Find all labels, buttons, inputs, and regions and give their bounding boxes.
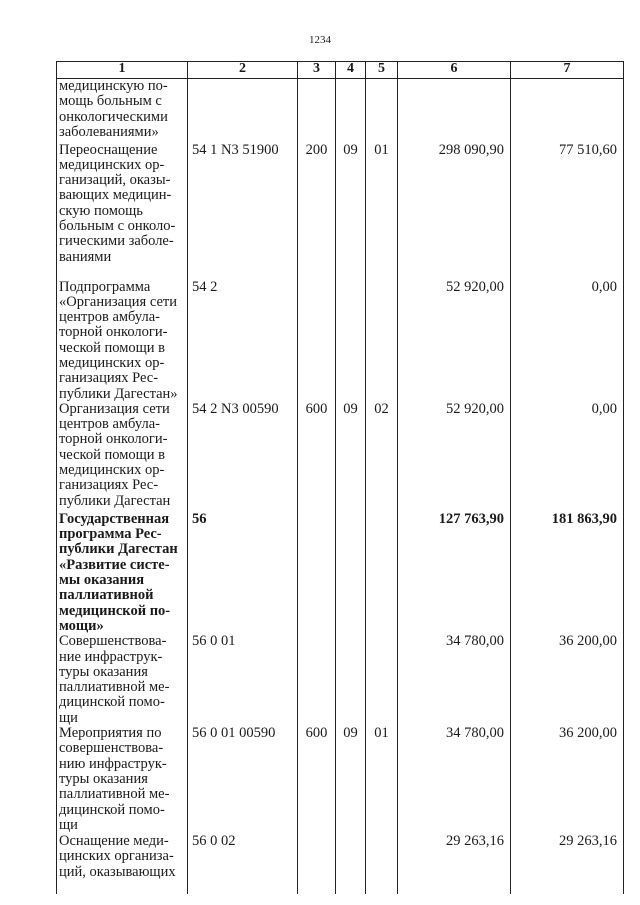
row-col5 xyxy=(366,634,398,726)
row-col3 xyxy=(298,79,336,143)
row-code xyxy=(188,79,298,143)
row-amount-7: 36 200,00 xyxy=(511,726,624,834)
row-col4 xyxy=(336,634,366,726)
header-cell-3: 3 xyxy=(298,62,336,79)
row-col5: 02 xyxy=(366,402,398,512)
row-code: 56 0 01 xyxy=(188,634,298,726)
row-col4 xyxy=(336,280,366,402)
row-amount-7: 29 263,16 xyxy=(511,834,624,894)
row-amount-6: 52 920,00 xyxy=(398,280,511,402)
header-cell-2: 2 xyxy=(188,62,298,79)
table-row xyxy=(57,834,624,894)
row-col4: 09 xyxy=(336,726,366,834)
row-code: 54 2 xyxy=(188,280,298,402)
row-col3 xyxy=(298,280,336,402)
row-col4 xyxy=(336,834,366,894)
row-col3: 600 xyxy=(298,726,336,834)
row-name: Государственная программа Рес- публики Дагестан «Развитие систе- мы оказания паллиативной медицинской по- мощи» xyxy=(57,512,188,634)
row-code: 56 0 02 xyxy=(188,834,298,894)
row-amount-7: 36 200,00 xyxy=(511,634,624,726)
row-col5 xyxy=(366,512,398,634)
row-code: 54 1 N3 51900 xyxy=(188,143,298,280)
row-col5: 01 xyxy=(366,726,398,834)
row-code: 54 2 N3 00590 xyxy=(188,402,298,512)
budget-table-wrapper xyxy=(56,61,623,880)
row-amount-7 xyxy=(511,79,624,143)
row-col4 xyxy=(336,512,366,634)
row-col3 xyxy=(298,512,336,634)
row-name: Подпрограмма «Организация сети центров амбула- торной онкологи- ческой помощи в медицинских ор- ганизациях Рес- публики Дагестан» xyxy=(57,280,188,402)
row-amount-6 xyxy=(398,79,511,143)
table-row xyxy=(57,402,624,512)
header-cell-6: 6 xyxy=(398,62,511,79)
row-amount-6: 298 090,90 xyxy=(398,143,511,280)
budget-table xyxy=(56,61,624,894)
row-col5: 01 xyxy=(366,143,398,280)
row-amount-6: 34 780,00 xyxy=(398,634,511,726)
row-col5 xyxy=(366,834,398,894)
header-row xyxy=(57,62,624,79)
row-amount-6: 127 763,90 xyxy=(398,512,511,634)
row-col5 xyxy=(366,79,398,143)
row-name: Переоснащение медицинских ор- ганизаций, оказы- вающих медицин- скую помощь больным с онколо- гическими заболе- ваниями xyxy=(57,143,188,280)
row-amount-6: 34 780,00 xyxy=(398,726,511,834)
table-row xyxy=(57,280,624,402)
row-code: 56 xyxy=(188,512,298,634)
row-amount-6: 29 263,16 xyxy=(398,834,511,894)
row-name: Оснащение меди- цинских организа- ций, оказывающих xyxy=(57,834,188,894)
row-amount-7: 77 510,60 xyxy=(511,143,624,280)
page-number: 1234 xyxy=(309,34,331,46)
table-row xyxy=(57,79,624,143)
header-cell-1: 1 xyxy=(57,62,188,79)
row-code: 56 0 01 00590 xyxy=(188,726,298,834)
table-row xyxy=(57,512,624,634)
row-name: Мероприятия по совершенствова- нию инфраструк- туры оказания паллиативной ме- дицинской помо- щи xyxy=(57,726,188,834)
header-cell-5: 5 xyxy=(366,62,398,79)
row-col5 xyxy=(366,280,398,402)
row-col4 xyxy=(336,79,366,143)
row-amount-7: 181 863,90 xyxy=(511,512,624,634)
row-name: Совершенствова- ние инфраструк- туры оказания паллиативной ме- дицинской помо- щи xyxy=(57,634,188,726)
row-col3: 200 xyxy=(298,143,336,280)
header-cell-4: 4 xyxy=(336,62,366,79)
row-name: Организация сети центров амбула- торной онкологи- ческой помощи в медицинских ор- ганизациях Рес- публики Дагестан xyxy=(57,402,188,512)
table-row xyxy=(57,726,624,834)
row-col4: 09 xyxy=(336,402,366,512)
row-amount-6: 52 920,00 xyxy=(398,402,511,512)
row-name: медицинскую по- мощь больным с онкологическими заболеваниями» xyxy=(57,79,188,143)
row-col3: 600 xyxy=(298,402,336,512)
table-row xyxy=(57,634,624,726)
row-col3 xyxy=(298,634,336,726)
header-cell-7: 7 xyxy=(511,62,624,79)
row-col4: 09 xyxy=(336,143,366,280)
table-row xyxy=(57,143,624,280)
row-amount-7: 0,00 xyxy=(511,402,624,512)
row-col3 xyxy=(298,834,336,894)
row-amount-7: 0,00 xyxy=(511,280,624,402)
